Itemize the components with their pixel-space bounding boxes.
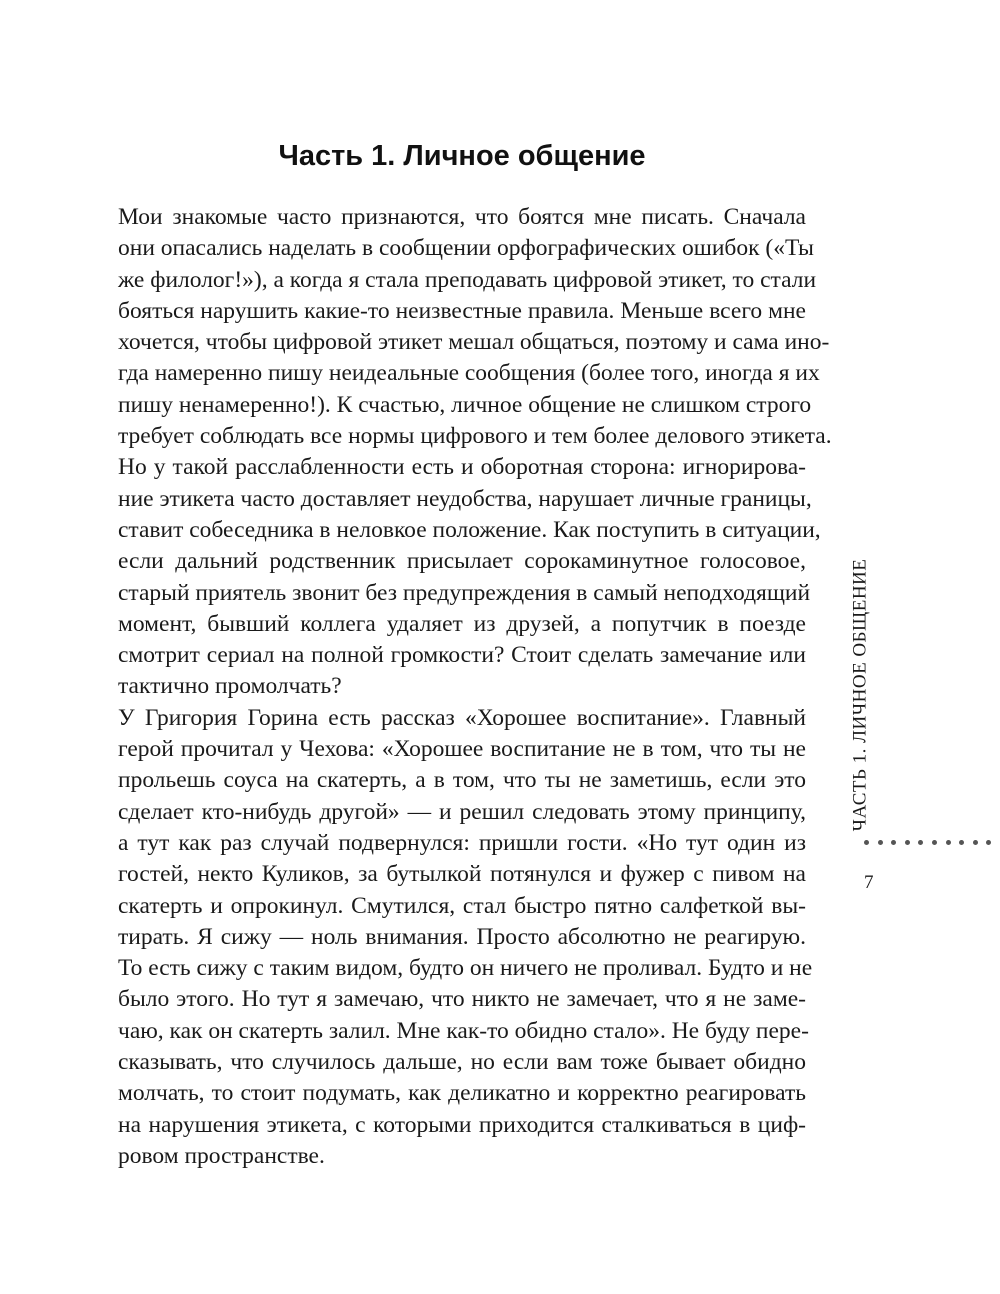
- text-line: прольешь соуса на скатерть, а в том, что ты не заметишь, если это: [118, 767, 806, 794]
- text-line: ставит собеседника в неловкое положение. Как поступить в ситуации,: [118, 516, 821, 543]
- page-number: 7: [864, 872, 874, 893]
- text-line: молчать, то стоит подумать, как деликатно и корректно реагировать: [118, 1080, 806, 1107]
- text-line: гостей, некто Куликов, за бутылкой потянулся и фужер с пивом на: [118, 861, 806, 888]
- page-title: Часть 1. Личное общение: [278, 140, 646, 172]
- text-line: они опасались наделать в сообщении орфографических ошибок («Ты: [118, 235, 814, 262]
- text-line: требует соблюдать все нормы цифрового и тем более делового этикета.: [118, 423, 832, 450]
- running-head: [837, 560, 883, 830]
- text-line: ровом пространстве.: [118, 1142, 325, 1169]
- text-line: скатерть и опрокинул. Смутился, стал быстро пятно салфеткой вы-: [118, 892, 806, 919]
- text-line: же филолог!»), а когда я стала преподавать цифровой этикет, то стали: [118, 266, 817, 293]
- text-line: Но у такой расслабленности есть и оборотная сторона: игнорирова-: [118, 454, 806, 481]
- text-line: бояться нарушить какие-то неизвестные правила. Меньше всего мне: [118, 297, 806, 324]
- text-line: Мои знакомые часто признаются, что боятся мне писать. Сначала: [118, 204, 806, 230]
- text-line: У Григория Горина есть рассказ «Хорошее воспитание». Главный: [118, 704, 806, 731]
- text-line: чаю, как он скатерть залил. Мне как-то обидно стало». Не буду пере-: [118, 1017, 809, 1044]
- running-head-text: ЧАСТЬ 1. ЛИЧНОЕ ОБЩЕНИЕ: [849, 558, 870, 832]
- text-line: тактично промолчать?: [118, 673, 342, 700]
- text-line: То есть сижу с таким видом, будто он ничего не проливал. Будто и не: [118, 955, 813, 982]
- text-line: а тут как раз случай подвернулся: пришли гости. «Но тут один из: [118, 829, 806, 856]
- text-line: хочется, чтобы цифровой этикет мешал общаться, поэтому и сама ино-: [118, 329, 830, 356]
- body-text: [118, 202, 832, 1172]
- text-line: если дальний родственник присылает сорокаминутное голосовое,: [118, 548, 806, 575]
- text-line: тирать. Я сижу — ноль внимания. Просто абсолютно не реагирую.: [118, 923, 806, 950]
- text-line: было этого. Но тут я замечаю, что никто не замечает, что я не заме-: [118, 986, 806, 1013]
- text-line: сказывать, что случилось дальше, но если вам тоже бывает обидно: [118, 1049, 806, 1076]
- text-line: сделает кто-нибудь другой» — и решил следовать этому принципу,: [118, 798, 806, 825]
- text-line: смотрит сериал на полной громкости? Стоит сделать замечание или: [118, 642, 806, 669]
- text-line: герой прочитал у Чехова: «Хорошее воспитание не в том, что ты не: [118, 736, 806, 763]
- text-line: ние этикета часто доставляет неудобства, нарушает личные границы,: [118, 485, 812, 512]
- text-line: старый приятель звонит без предупреждения в самый неподходящий: [118, 579, 811, 606]
- text-line: гда намеренно пишу неидеальные сообщения (более того, иногда я их: [118, 360, 820, 387]
- text-line: на нарушения этикета, с которыми приходится сталкиваться в циф-: [118, 1111, 806, 1138]
- dotted-rule: [864, 840, 1000, 850]
- text-line: момент, бывший коллега удаляет из друзей, а попутчик в поезде: [118, 610, 806, 637]
- text-line: пишу ненамеренно!). К счастью, личное общение не слишком строго: [118, 391, 812, 418]
